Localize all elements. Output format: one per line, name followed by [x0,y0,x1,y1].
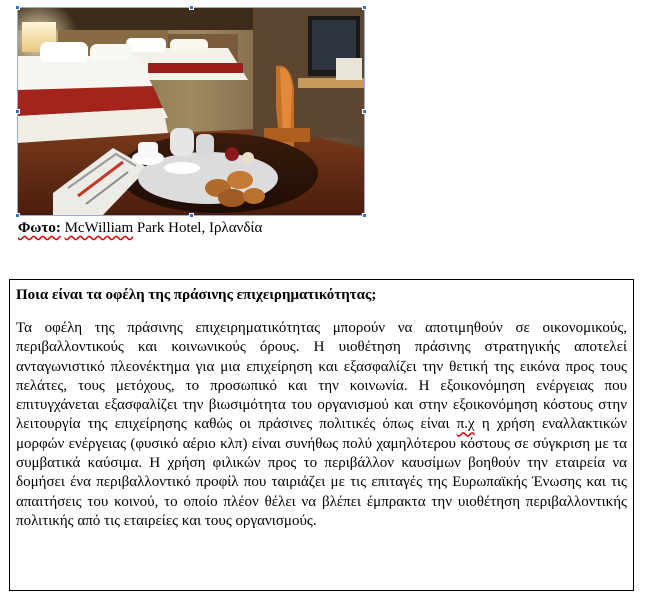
photo-caption [18,219,262,237]
resize-handle-top-left[interactable] [15,5,20,10]
body-abbrev: π.χ [456,416,475,433]
caption-hotel-name: McWilliam [64,220,134,236]
resize-handle-bottom-left[interactable] [15,213,20,218]
resize-handle-mid-left[interactable] [15,109,20,114]
resize-handle-bottom-right[interactable] [362,213,367,218]
resize-handle-top-right[interactable] [362,5,367,10]
resize-handle-bottom-mid[interactable] [189,213,194,218]
benefits-text-box[interactable] [9,279,634,591]
body-text-part2: η χρήση εναλλακτικών μορφών ενέργειας (φυσικό αέριο κλπ) είναι συνήθως πολύ χαμηλότερου κόστους σε σύγκριση με τα συμβατικά καύσιμα. Η χρήση φιλικών προς το περιβάλλον καυσίμων βοηθούν την εταιρεία να δομήσει ένα περιβαλλοντικό προφίλ που ταιριάζει με τις επιταγές της Ευρωπαϊκής Ένωσης και τις απαιτήσεις του κοινού, το οποίο πλέον θέλει να βλέπει έμπρακτα την υιοθέτηση περιβαλλοντικής πολιτικής από τις εταιρείες και τους οργανισμούς. [16,416,627,529]
resize-handle-top-mid[interactable] [189,5,194,10]
resize-handle-mid-right[interactable] [362,109,367,114]
hotel-room-image [18,8,364,215]
hotel-room-photo[interactable] [17,7,365,216]
box-body [16,319,627,531]
box-title: Ποια είναι τα οφέλη της πράσινης επιχειρηματικότητας; [16,287,377,303]
caption-location: Park Hotel, Ιρλανδία [133,220,263,236]
caption-label: Φωτο: [18,220,61,236]
body-text-part1: Τα οφέλη της πράσινης επιχειρηματικότητας μπορούν να αποτιμηθούν σε οικονομικούς, περιβαλλοντικούς και κοινωνικούς όρους. Η υιοθέτηση πράσινης στρατηγικής αποτελεί ανταγωνιστικό πλεονέκτημα για μια επιχείρηση και εξασφαλίζει την θετική της εικόνα προς τους πελάτες, τους μετόχους, το προσωπικό και την κοινωνία. Η εξοικονόμηση ενέργειας που επιτυγχάνεται εξασφαλίζει την βιωσιμότητα του οργανισμού και στην εξοικονόμηση κόστους στην λειτουργία της επιχείρησης καθώς οι πράσινες πολιτικές όπως είναι [16,320,627,433]
